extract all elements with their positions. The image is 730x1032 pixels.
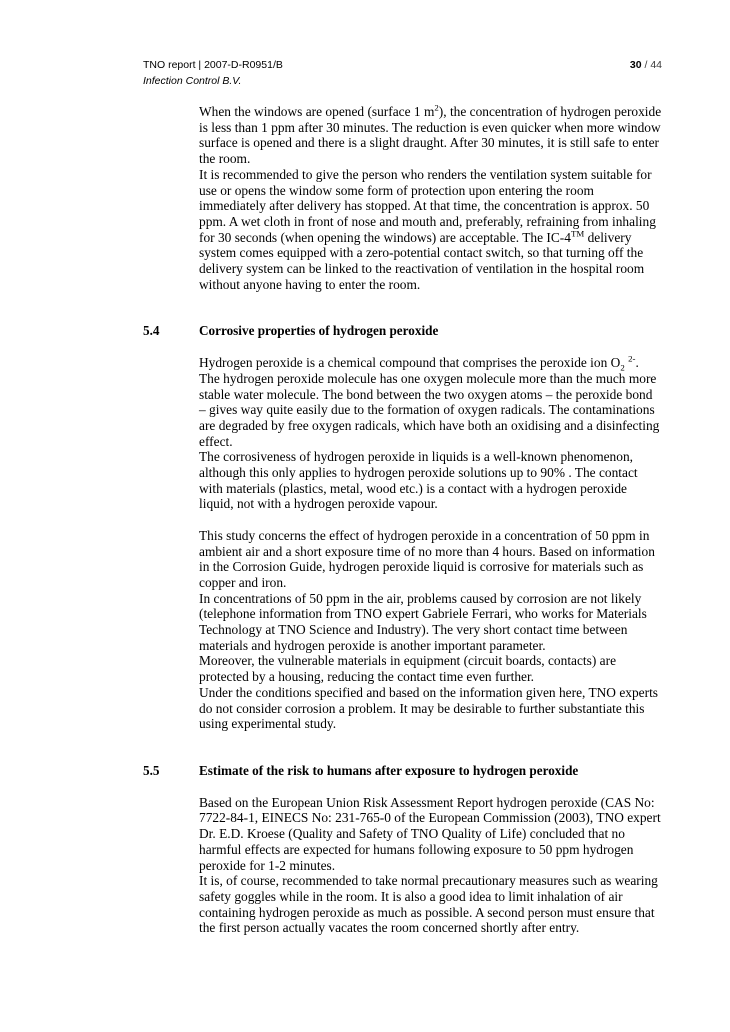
paragraph-concentrations: In concentrations of 50 ppm in the air, problems caused by corrosion are not likely (telephone information from TNO expert Gabriele Ferrari, who works for Materials Technology at TNO Science and Industry). The very short contact time between materials and hydrogen peroxide is another important parameter. [199, 590, 647, 653]
header-subtitle: Infection Control B.V. [143, 75, 242, 87]
heading-5-4-title: Corrosive properties of hydrogen peroxide [199, 323, 439, 339]
heading-5-5-number: 5.5 [143, 763, 160, 778]
spacer [143, 339, 662, 355]
spacer [143, 512, 662, 528]
page-number [630, 58, 662, 73]
heading-5-5-title: Estimate of the risk to humans after exposure to hydrogen peroxide [199, 763, 579, 778]
page-number-total: / 44 [641, 59, 662, 71]
paragraph-windows-text-b: ), the concentration of hydrogen peroxide is less than 1 ppm after 30 minutes. The reduction is even quicker when more window surface is opened and there is a slight draught. After 30 minutes, it is still safe to enter the room. [199, 104, 662, 167]
paragraph-recommendation-text-a: It is recommended to give the person who renders the ventilation system suitable for use or opens the window some form of protection upon entering the room immediately after delivery has stopped. At that time, the concentration is approx. 50 ppm. A wet cloth in front of nose and mouth and, preferably, refraining from inhaling for 30 seconds (when opening the windows) are acceptable. The IC-4 [199, 166, 656, 245]
paragraph-windows-text-a: When the windows are opened (surface 1 m [199, 104, 435, 119]
superscript-charge: 2- [628, 353, 636, 364]
section-5-4-body-part-1 [199, 355, 662, 512]
spacer [143, 779, 662, 795]
superscript-square: 2 [434, 102, 439, 113]
paragraph-study-concerns: This study concerns the effect of hydrogen peroxide in a concentration of 50 ppm in ambient air and a short exposure time of no more than 4 hours. Based on information in the Corrosion Guide, hydrogen peroxide liquid is corrosive for materials such as copper and iron. [199, 527, 655, 590]
header-top-row [143, 58, 662, 73]
spacer [143, 732, 662, 763]
paragraph-precautionary-measures: It is, of course, recommended to take normal precautionary measures such as wearing safety goggles while in the room. It is also a good idea to limit inhalation of air containing hydrogen peroxide as much as possible. A second person must ensure that the first person actually vacates the room concerned shortly after entry. [199, 873, 658, 936]
heading-5-4-number: 5.4 [143, 323, 160, 339]
section-5-4-body-part-2 [199, 528, 662, 732]
paragraph-chemical-compound [199, 355, 662, 449]
paragraph-conditions-specified: Under the conditions specified and based on the information given here, TNO experts do not consider corrosion a problem. It may be desirable to further substantiate this using experimental study. [199, 684, 658, 732]
paragraph-recommendation-text-b: delivery system comes equipped with a zero-potential contact switch, so that turning off the delivery system can be linked to the reactivation of ventilation in the hospital room without anyone having to enter the room. [199, 229, 645, 292]
spacer [143, 292, 662, 323]
section-5-5-body [199, 795, 662, 936]
paragraph-chemical-text-b: . The hydrogen peroxide molecule has one oxygen molecule more than the much more stable water molecule. The bond between the two oxygen atoms – the peroxide bond – gives way quite easily due to the formation of oxygen radicals. The contaminations are degraded by free oxygen radicals, which have both an oxidising and a disinfecting effect. [199, 355, 660, 449]
paragraph-chemical-text-a: Hydrogen peroxide is a chemical compound that comprises the peroxide ion O [199, 355, 621, 371]
report-reference: TNO report | 2007-D-R0951/B [143, 59, 283, 71]
subscript-two: 2 [620, 362, 625, 373]
heading-5-5 [143, 763, 662, 779]
paragraph-vulnerable-materials: Moreover, the vulnerable materials in equipment (circuit boards, contacts) are protected by a housing, reducing the contact time even further. [199, 653, 617, 685]
paragraph-recommendation [199, 167, 662, 293]
paragraph-corrosiveness: The corrosiveness of hydrogen peroxide in liquids is a well-known phenomenon, although this only applies to hydrogen peroxide solutions up to 90% . The contact with materials (plastics, metal, wood etc.) is a contact with a hydrogen peroxide liquid, not with a hydrogen peroxide vapour. [199, 449, 638, 512]
intro-paragraphs [199, 104, 662, 292]
paragraph-windows-opened [199, 104, 662, 167]
trademark-superscript: TM [570, 228, 585, 239]
page-content [143, 104, 662, 936]
page-number-current: 30 [629, 59, 642, 71]
paragraph-eu-risk-assessment: Based on the European Union Risk Assessment Report hydrogen peroxide (CAS No: 7722-84-1, EINECS No: 231-765-0 of the European Commission (2003), TNO expert Dr. E.D. Kroese (Quality and Safety of TNO Quality of Life) concluded that no harmful effects are expected for humans following exposure to 50 ppm hydrogen peroxide for 1-2 minutes. [199, 794, 661, 873]
page-header [143, 58, 662, 89]
heading-5-4 [143, 323, 662, 339]
